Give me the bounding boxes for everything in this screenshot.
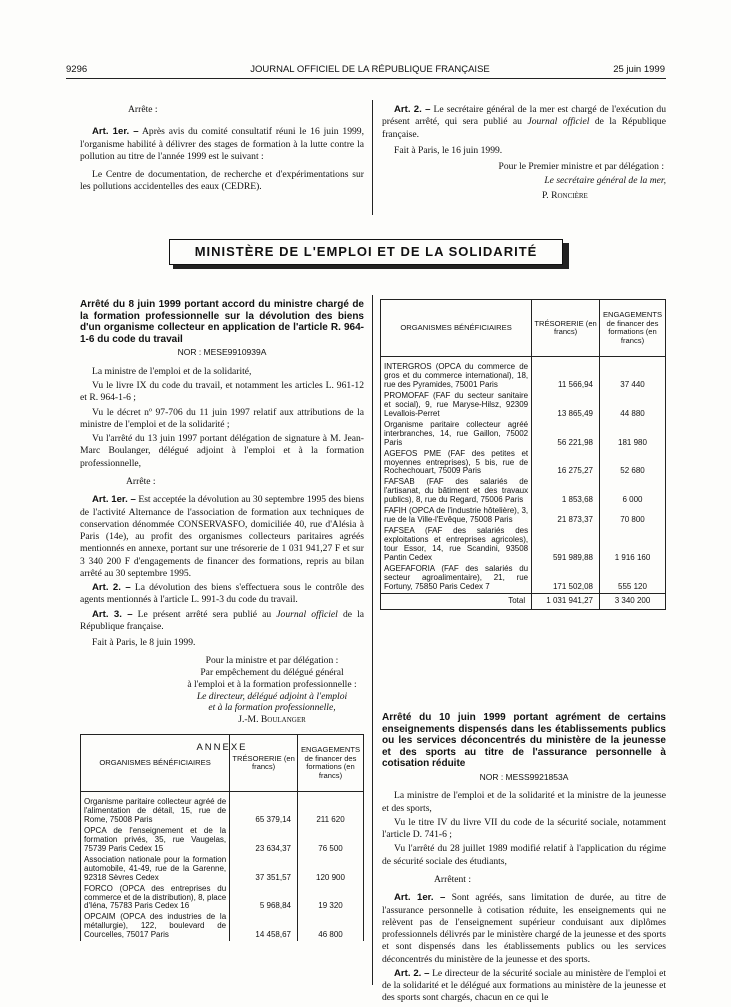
treso-cell: 1 853,68 [532, 477, 600, 506]
eng-cell: 1 916 160 [600, 526, 666, 564]
signature-block [80, 655, 364, 725]
table-row [381, 391, 666, 420]
arretent-heading: Arrêtent : [434, 873, 472, 885]
signature-line: Par empêchement du délégué général [200, 667, 344, 679]
signature-line: Pour le Premier ministre et par délégation : [498, 161, 664, 173]
eng-cell: 211 620 [298, 792, 364, 826]
article-text: de la République française. [382, 116, 666, 140]
eng-cell: 37 440 [600, 357, 666, 391]
org-cell: OPCAIM (OPCA des industries de la métallurgie), 122, boulevard de Courcelles, 75017 Paris [81, 912, 230, 941]
fait-line: Fait à Paris, le 16 juin 1999. [394, 144, 503, 156]
nor-reference: NOR : MESS9921853A [479, 771, 569, 782]
top-right-column [382, 104, 666, 204]
total-eng: 3 340 200 [600, 593, 666, 609]
journal-title: JOURNAL OFFICIEL DE LA RÉPUBLIQUE FRANÇAISE [250, 64, 490, 75]
right-column [382, 712, 666, 1007]
table-total-row [381, 593, 666, 609]
eng-cell: 70 800 [600, 506, 666, 526]
preamble: Vu le titre IV du livre VII du code de la sécurité sociale, notamment l'article D. 741-6 ; [382, 816, 666, 841]
total-treso: 1 031 941,27 [532, 593, 600, 609]
table-row [381, 564, 666, 593]
eng-cell: 120 900 [298, 855, 364, 884]
table-row [81, 884, 364, 913]
article-text: Est acceptée la dévolution au 30 septembre 1995 des biens de l'activité Alternance de l'association de formation aux techniques de conservation dénommée CONSERVASFO, domiciliée 40, rue d'Alésia à Paris (14e), au profit des organismes collecteurs paritaires agréés mentionnés en annexe, portant sur une trésorerie de 1 031 941,27 F et sur 3 340 200 F d'engagements de financer des formations, repris au bilan arrêté au 30 septembre 1995. [80, 494, 364, 579]
table-header-row [381, 300, 666, 357]
org-cell: FAFIH (OPCA de l'industrie hôtelière), 3, rue de la Ville-l'Evêque, 75008 Paris [381, 506, 532, 526]
table-row [381, 506, 666, 526]
nor-reference: NOR : MESE9910939A [177, 347, 267, 357]
article-text: Sont agréés, sans limitation de durée, au titre de l'assurance personnelle à cotisation réduite, les enseignements qui ne relèvent pas de l'enseignement supérieur conduisant aux diplômes professionnels délivrés par le ministère chargé de la jeunesse et des sports et sont dispensés dans les établissements publics ou les services déconcentrés du ministère de la jeunesse et des sports. [382, 892, 667, 965]
column-header: ENGAGEMENTS de financer des formations (en francs) [600, 300, 666, 357]
journal-reference: Journal officiel [276, 608, 338, 620]
annex-table-left [80, 734, 364, 941]
org-cell: AGEFAFORIA (FAF des salariés du secteur agroalimentaire), 21, rue Fortuny, 75850 Paris Cedex 7 [381, 564, 532, 593]
signature-role: et à la formation professionnelle, [208, 702, 336, 714]
signature-role: Le secrétaire général de la mer, [544, 175, 666, 187]
eng-cell: 76 500 [298, 826, 364, 855]
treso-cell: 171 502,08 [532, 564, 600, 593]
article-text: Le secrétaire général de la mer est chargé de l'exécution du présent arrêté, qui sera publié au [382, 104, 666, 128]
annex-table-right [380, 299, 666, 610]
column-rule [372, 100, 373, 215]
column-rule [372, 295, 373, 985]
article-text: Le présent arrêté sera publié au [137, 608, 272, 620]
column-header: ORGANISMES BÉNÉFICIAIRES [81, 735, 230, 792]
article-text: de la République française. [80, 608, 365, 632]
org-cell: OPCA de l'enseignement et de la formation privés, 35, rue Vaugelas, 75739 Paris Cedex 15 [81, 826, 230, 855]
eng-cell: 19 320 [298, 884, 364, 913]
table-row [381, 526, 666, 564]
arrete-heading: Arrête : [126, 476, 156, 487]
org-cell: Association nationale pour la formation automobile, 41-49, rue de la Garenne, 92318 Sèvres Cedex [81, 855, 230, 884]
org-cell: FAFSEA (FAF des salariés des exploitations et entreprises agricoles), tour Essor, 14, rue Scandini, 93508 Pantin Cedex [381, 526, 532, 564]
treso-cell: 56 221,98 [532, 420, 600, 449]
issue-date: 25 juin 1999 [613, 64, 665, 75]
article-1 [382, 892, 666, 966]
signer-name: J.-M. Boulanger [238, 713, 306, 725]
eng-cell: 46 800 [298, 912, 364, 941]
signature-line: Pour la ministre et par délégation : [205, 655, 339, 667]
treso-cell: 5 968,84 [230, 884, 298, 913]
article-text: Le directeur de la sécurité sociale au ministère de l'emploi et de la solidarité et le délégué aux formations au ministère de la jeunesse et des sports sont chargés, chacun en ce qui le [382, 967, 666, 1004]
article-label: Art. 1er. – [92, 494, 136, 506]
org-cell: FORCO (OPCA des entreprises du commerce et de la distribution), 8, place d'Iéna, 75783 Paris Cedex 16 [81, 884, 230, 913]
eng-cell: 44 880 [600, 391, 666, 420]
treso-cell: 23 634,37 [230, 826, 298, 855]
article-label: Art. 2. – [92, 582, 131, 594]
org-cell: PROMOFAF (FAF du secteur sanitaire et social), 9, rue Maryse-Hilsz, 92309 Levallois-Perret [381, 391, 532, 420]
column-header: ORGANISMES BÉNÉFICIAIRES [381, 300, 532, 357]
page-number: 9296 [66, 64, 88, 75]
annexe-heading: ANNEXE [196, 741, 248, 753]
total-label: Total [381, 593, 532, 609]
table-row [81, 912, 364, 941]
arrete-title: Arrêté du 8 juin 1999 portant accord du ministre chargé de la formation professionnelle sur la dévolution des biens d'un organisme collecteur en application de l'article R. 964-1-6 du code du travail [80, 299, 364, 345]
article-label: Art. 3. – [92, 608, 133, 620]
signature-role: Le directeur, délégué adjoint à l'emploi [196, 690, 348, 702]
preamble: Vu le décret nº 97-706 du 11 juin 1997 relatif aux attributions de la ministre de l'emploi et de la solidarité ; [80, 406, 364, 430]
arrete-heading: Arrête : [128, 104, 158, 115]
org-cell: INTERGROS (OPCA du commerce de gros et du commerce international), 18, rue des Pyramides, 75001 Paris [381, 357, 532, 391]
table-row [381, 449, 666, 478]
article-label: Art. 1er. – [92, 126, 139, 138]
preamble: Vu l'arrêté du 13 juin 1997 portant délégation de signature à M. Jean-Marc Boulanger, délégué adjoint à l'emploi et à la formation professionnelle, [80, 433, 364, 469]
treso-cell: 14 458,67 [230, 912, 298, 941]
eng-cell: 181 980 [600, 420, 666, 449]
table-header-row [81, 735, 364, 792]
column-header: TRÉSORERIE (en francs) [230, 735, 298, 792]
org-cell: Organisme paritaire collecteur agréé interbranches, 14, rue Gaillon, 75002 Paris [381, 420, 532, 449]
eng-cell: 52 680 [600, 449, 666, 478]
signature-line: à l'emploi et à la formation professionnelle : [187, 678, 357, 690]
arrete-title: Arrêté du 10 juin 1999 portant agrément de certains enseignements dispensés dans les établissements publics ou les services déconcentrés du ministère de la jeunesse et des sports au titre de l'assurance personnelle à cotisation réduite [382, 712, 666, 769]
eng-cell: 555 120 [600, 564, 666, 593]
preamble: La ministre de l'emploi et de la solidarité et la ministre de la jeunesse et des sports, [382, 790, 666, 814]
article-1 [80, 126, 364, 163]
org-cell: AGEFOS PME (FAF des petites et moyennes entreprises), 5 bis, rue de Rochechouart, 75009 Paris [381, 449, 532, 478]
treso-cell: 37 351,57 [230, 855, 298, 884]
article-1 [80, 494, 364, 580]
treso-cell: 21 873,37 [532, 506, 600, 526]
article-2 [80, 582, 364, 607]
article-label: Art. 2. – [394, 967, 430, 979]
org-cell: Organisme paritaire collecteur agréé de l'alimentation de détail, 15, rue de Rome, 75008 Paris [81, 792, 230, 826]
table-row [381, 357, 666, 391]
top-left-column [80, 104, 364, 196]
preamble: Vu l'arrêté du 28 juillet 1989 modifié relatif à l'application du régime de sécurité sociale des étudiants, [382, 843, 666, 867]
article-2 [382, 968, 666, 1005]
treso-cell: 65 379,14 [230, 792, 298, 826]
journal-reference: Journal officiel [527, 116, 590, 128]
treso-cell: 16 275,27 [532, 449, 600, 478]
table-row [381, 420, 666, 449]
eng-cell: 6 000 [600, 477, 666, 506]
article-label: Art. 1er. – [394, 892, 446, 904]
column-header: TRÉSORERIE (en francs) [532, 300, 600, 357]
org-cell: FAFSAB (FAF des salariés de l'artisanat, du bâtiment et des travaux publics), 8, rue du Regard, 75006 Paris [381, 477, 532, 506]
table-row [81, 855, 364, 884]
left-column [80, 299, 364, 756]
article-2 [382, 104, 666, 141]
table-row [381, 477, 666, 506]
treso-cell: 13 865,49 [532, 391, 600, 420]
treso-cell: 11 566,94 [532, 357, 600, 391]
fait-line: Fait à Paris, le 8 juin 1999. [92, 637, 196, 649]
ministry-banner: MINISTÈRE DE L'EMPLOI ET DE LA SOLIDARITÉ [169, 239, 563, 265]
table-row [81, 826, 364, 855]
preamble: La ministre de l'emploi et de la solidarité, [92, 365, 252, 377]
centre-paragraph: Le Centre de documentation, de recherche et d'expérimentations sur les pollutions accidentelles des eaux (CEDRE). [80, 169, 364, 193]
table-row [81, 792, 364, 826]
article-3 [80, 609, 364, 634]
article-text: Après avis du comité consultatif réuni le 16 juin 1999, l'organisme habilité à délivrer des stages de formation à la lutte contre la pollution au titre de l'année 1999 est le suivant : [80, 126, 364, 162]
article-text: La dévolution des biens s'effectuera sous le contrôle des agents mentionnés à l'article L. 991-3 du code du travail. [80, 582, 364, 606]
treso-cell: 591 989,88 [532, 526, 600, 564]
article-label: Art. 2. – [394, 104, 431, 115]
header-rule [66, 78, 666, 79]
preamble: Vu le livre IX du code du travail, et notamment les articles L. 961-12 et R. 964-1-6 ; [80, 380, 364, 404]
column-header: ENGAGEMENTS de financer des formations (en francs) [298, 735, 364, 792]
signer-name: P. Roncière [542, 189, 588, 201]
